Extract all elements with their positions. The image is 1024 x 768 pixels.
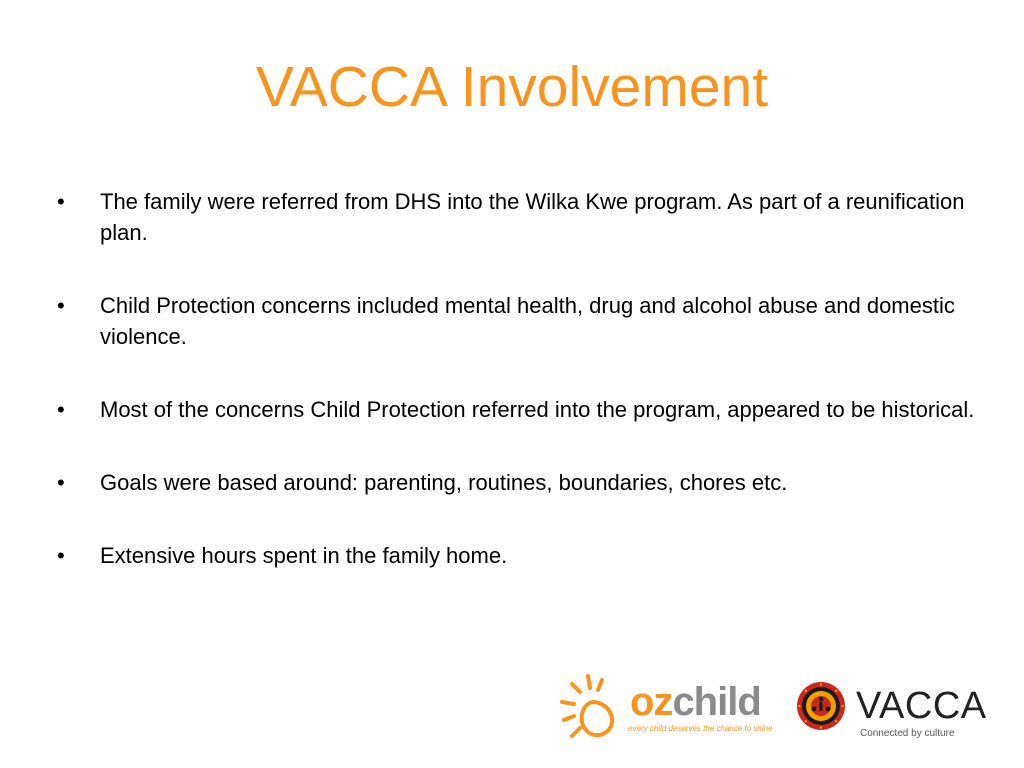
bullet-text: Goals were based around: parenting, routines, boundaries, chores etc. — [100, 470, 788, 495]
bullet-item — [57, 467, 977, 498]
bullet-marker: • — [57, 189, 65, 214]
bullet-item — [57, 186, 977, 248]
bullet-item — [57, 290, 977, 352]
ozchild-wordmark-oz: oz — [630, 680, 673, 724]
bullet-text: Child Protection concerns included mental health, drug and alcohol abuse and domestic violence. — [100, 293, 955, 349]
vacca-tagline: Connected by culture — [860, 728, 955, 739]
bullet-marker: • — [57, 293, 65, 318]
vacca-emblem-icon — [796, 681, 846, 731]
bullet-text: Extensive hours spent in the family home. — [100, 543, 508, 568]
bullet-marker: • — [57, 470, 65, 495]
bullet-item — [57, 394, 977, 425]
bullet-marker: • — [57, 543, 65, 568]
bullet-text: Most of the concerns Child Protection referred into the program, appeared to be historical. — [100, 397, 975, 422]
slide-title: VACCA Involvement — [255, 55, 769, 119]
ozchild-wordmark-child: child — [672, 680, 761, 724]
ozchild-sun-icon — [558, 672, 768, 744]
ozchild-wordmark — [630, 680, 761, 724]
bullet-marker: • — [57, 397, 65, 422]
bullet-list — [57, 186, 977, 613]
bullet-text: The family were referred from DHS into the Wilka Kwe program. As part of a reunification plan. — [100, 189, 965, 245]
vacca-wordmark: VACCA — [856, 685, 987, 727]
bullet-item — [57, 540, 977, 571]
ozchild-tagline: every child deserves the chance to shine — [628, 724, 773, 733]
